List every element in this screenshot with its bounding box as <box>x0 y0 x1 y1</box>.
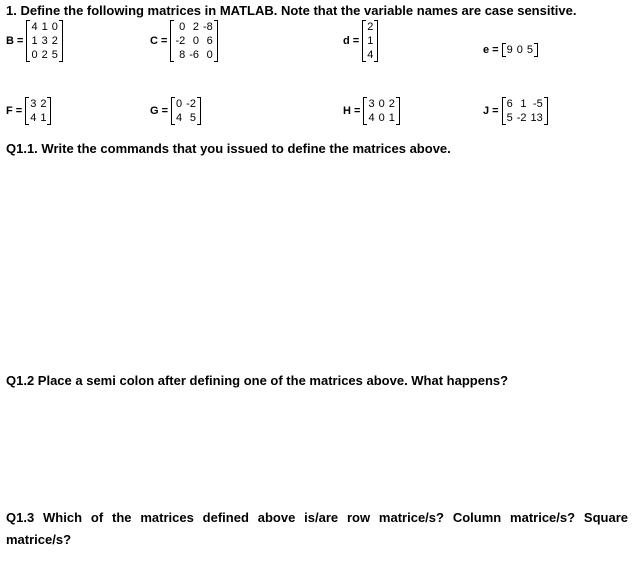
matrix-f <box>6 97 51 125</box>
matrix-cell: 5 <box>51 49 58 61</box>
matrix-cell: 2 <box>51 35 58 47</box>
matrix-label: G = <box>150 105 169 117</box>
matrix-cell: 3 <box>368 98 375 110</box>
matrix-cell: 4 <box>31 21 38 33</box>
matrix-cell: 0 <box>51 21 58 33</box>
matrix-cell: 1 <box>388 112 395 124</box>
matrix-cell: 2 <box>367 21 374 33</box>
matrix-cell: -2 <box>516 112 527 124</box>
matrix-cell: 5 <box>526 44 533 56</box>
matrix-brackets <box>502 43 538 57</box>
matrix-b <box>6 20 63 62</box>
matrix-cell: 2 <box>40 98 47 110</box>
matrix-cell: 6 <box>206 35 213 47</box>
matrix-cell: 0 <box>378 112 385 124</box>
matrix-cell: 5 <box>189 112 196 124</box>
matrix-cell: 4 <box>176 112 183 124</box>
matrix-label: B = <box>6 35 24 47</box>
matrix-cell: 4 <box>368 112 375 124</box>
matrix-cell: 2 <box>388 98 395 110</box>
matrix-cell: 4 <box>30 112 37 124</box>
matrix-cell: 1 <box>41 21 48 33</box>
matrix-cell: 0 <box>378 98 385 110</box>
matrix-cell: 6 <box>506 98 513 110</box>
matrix-label: H = <box>343 105 361 117</box>
matrix-cell: -2 <box>175 35 186 47</box>
matrix-cell: 4 <box>367 49 374 61</box>
matrix-cell: 0 <box>31 49 38 61</box>
matrix-label: C = <box>150 35 168 47</box>
matrix-d <box>343 20 378 62</box>
matrix-brackets <box>26 20 62 62</box>
matrix-g <box>150 97 201 125</box>
matrix-cell: 0 <box>179 21 186 33</box>
matrix-cell: -5 <box>532 98 543 110</box>
matrix-cell: 8 <box>179 49 186 61</box>
matrix-cell: 2 <box>192 21 199 33</box>
matrix-j <box>483 97 548 125</box>
matrix-brackets <box>363 97 399 125</box>
matrix-h <box>343 97 400 125</box>
question-1-3: Q1.3 Which of the matrices defined above is/are row matrice/s? Column matrice/s? Square matrice/s? <box>6 510 628 547</box>
matrix-label: d = <box>343 35 360 47</box>
matrix-cell: -2 <box>186 98 196 110</box>
matrix-cell: 1 <box>31 35 38 47</box>
matrix-cell: 1 <box>40 112 47 124</box>
matrix-c <box>150 20 218 62</box>
question-1-1: Q1.1. Write the commands that you issued to define the matrices above. <box>6 141 451 156</box>
matrix-cell: -8 <box>203 21 213 33</box>
matrix-cell: 2 <box>41 49 48 61</box>
matrix-brackets <box>362 20 378 62</box>
matrix-label: F = <box>6 105 23 117</box>
question-1-2: Q1.2 Place a semi colon after defining one of the matrices above. What happens? <box>6 373 509 388</box>
matrix-cell: 0 <box>206 49 213 61</box>
matrix-label: J = <box>483 105 499 117</box>
matrix-brackets <box>502 97 548 125</box>
matrix-cell: 13 <box>530 112 543 124</box>
matrix-cell: 3 <box>41 35 48 47</box>
matrix-cell: 0 <box>516 44 523 56</box>
matrix-label: e = <box>483 44 499 56</box>
matrix-cell: -6 <box>189 49 199 61</box>
matrix-cell: 5 <box>506 112 513 124</box>
matrix-cell: 9 <box>506 44 513 56</box>
matrix-cell: 0 <box>192 35 199 47</box>
matrix-brackets <box>170 20 217 62</box>
matrix-cell: 0 <box>176 98 183 110</box>
matrix-cell: 3 <box>30 98 37 110</box>
section-title: 1. Define the following matrices in MATLAB. Note that the variable names are case sensitive. <box>6 3 577 18</box>
matrix-brackets <box>25 97 51 125</box>
matrix-e <box>483 43 538 57</box>
matrix-brackets <box>171 97 201 125</box>
matrix-cell: 1 <box>367 35 374 47</box>
matrix-cell: 1 <box>520 98 527 110</box>
